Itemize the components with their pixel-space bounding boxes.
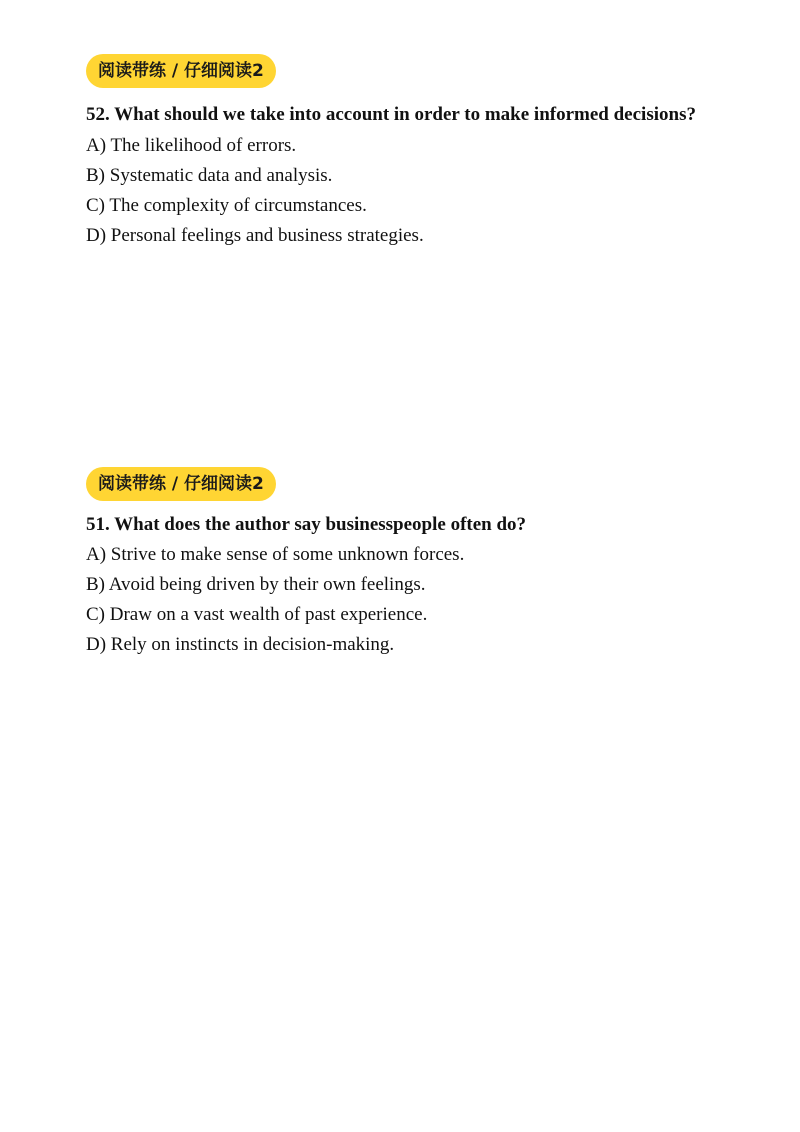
answer-options xyxy=(86,131,708,251)
option-a: A) Strive to make sense of some unknown forces. xyxy=(86,544,465,565)
option-d: D) Rely on instincts in decision-making. xyxy=(86,634,395,655)
answer-options xyxy=(86,540,708,660)
option-d: D) Personal feelings and business strategies. xyxy=(86,225,424,246)
question-block-52 xyxy=(86,54,708,251)
option-b: B) Systematic data and analysis. xyxy=(86,165,333,186)
option-c: C) The complexity of circumstances. xyxy=(86,195,367,216)
option-b: B) Avoid being driven by their own feelings. xyxy=(86,574,426,595)
section-tag: 阅读带练 / 仔细阅读2 xyxy=(86,54,276,88)
question-text: 52. What should we take into account in order to make informed decisions? xyxy=(86,104,696,125)
option-a: A) The likelihood of errors. xyxy=(86,135,297,156)
question-text: 51. What does the author say businesspeople often do? xyxy=(86,514,527,535)
section-tag: 阅读带练 / 仔细阅读2 xyxy=(86,467,276,501)
question-block-51 xyxy=(86,467,708,660)
option-c: C) Draw on a vast wealth of past experience. xyxy=(86,604,428,625)
